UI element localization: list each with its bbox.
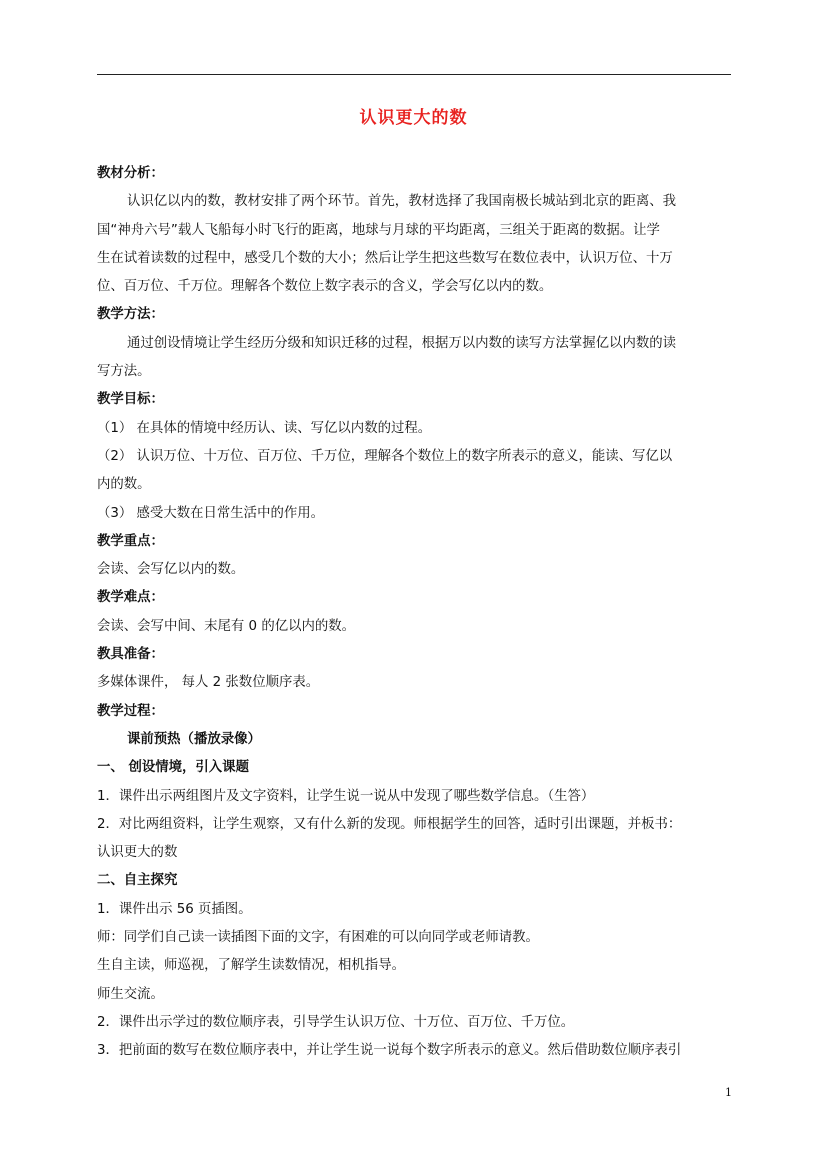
text-line: 多媒体课件， 每人 2 张数位顺序表。	[97, 675, 320, 691]
text-line: 生在试着读数的过程中，感受几个数的大小；然后让学生把这些数写在数位表中，认识万位、十万	[97, 250, 673, 266]
text-line: 位、百万位、千万位。理解各个数位上数字表示的含义，学会写亿以内的数。	[97, 279, 553, 295]
document-body	[97, 160, 737, 1066]
document-title: 认识更大的数	[359, 108, 468, 128]
section-heading: 教学目标：	[97, 392, 164, 408]
text-line: 生自主读，师巡视，了解学生读数情况，相机指导。	[97, 958, 405, 974]
section-heading: 教学方法：	[97, 307, 164, 323]
text-line: 2．课件出示学过的数位顺序表，引导学生认识万位、十万位、百万位、千万位。	[97, 1014, 575, 1030]
text-line: 写方法。	[97, 364, 151, 380]
text-line: 师：同学们自己读一读插图下面的文字，有困难的可以向同学或老师请教。	[97, 930, 539, 946]
section-heading: 课前预热（播放录像）	[127, 731, 261, 747]
section-heading: 教学过程：	[97, 703, 164, 719]
text-line: （2） 认识万位、十万位、百万位、千万位，理解各个数位上的数字所表示的意义，能读、写亿以	[97, 448, 673, 464]
text-line: 内的数。	[97, 477, 151, 493]
section-heading: 教学难点：	[97, 590, 164, 606]
text-line: 师生交流。	[97, 986, 164, 1002]
text-line: 国“神舟六号”载人飞船每小时飞行的距离，地球与月球的平均距离，三组关于距离的数据。让学	[97, 222, 660, 238]
text-line: 会读、会写亿以内的数。	[97, 562, 245, 578]
text-line: 1．课件出示 56 页插图。	[97, 901, 252, 917]
section-heading: 二、自主探究	[97, 873, 178, 889]
text-line: 2．对比两组资料，让学生观察，又有什么新的发现。师根据学生的回答，适时引出课题，并板书：	[97, 816, 682, 832]
text-line: 1．课件出示两组图片及文字资料，让学生说一说从中发现了哪些数学信息。（生答）	[97, 788, 595, 804]
text-line: 3．把前面的数写在数位顺序表中，并让学生说一说每个数字所表示的意义。然后借助数位顺序表引	[97, 1043, 682, 1059]
section-heading: 教材分析：	[97, 166, 164, 181]
text-line: 会读、会写中间、末尾有 0 的亿以内的数。	[97, 618, 356, 634]
section-heading: 一、 创设情境，引入课题	[97, 760, 249, 776]
section-heading: 教学重点：	[97, 533, 164, 549]
section-heading: 教具准备：	[97, 647, 164, 663]
page-number: 1	[725, 1086, 732, 1099]
text-line: 认识更大的数	[97, 845, 178, 861]
text-line: （3） 感受大数在日常生活中的作用。	[97, 505, 325, 521]
header-rule	[97, 74, 731, 75]
text-line: 通过创设情境让学生经历分级和知识迁移的过程，根据万以内数的读写方法掌握亿以内数的读	[127, 335, 677, 351]
text-line: （1） 在具体的情境中经历认、读、写亿以内数的过程。	[97, 420, 432, 436]
text-line: 认识亿以内的数，教材安排了两个环节。首先，教材选择了我国南极长城站到北京的距离、我	[127, 194, 677, 210]
